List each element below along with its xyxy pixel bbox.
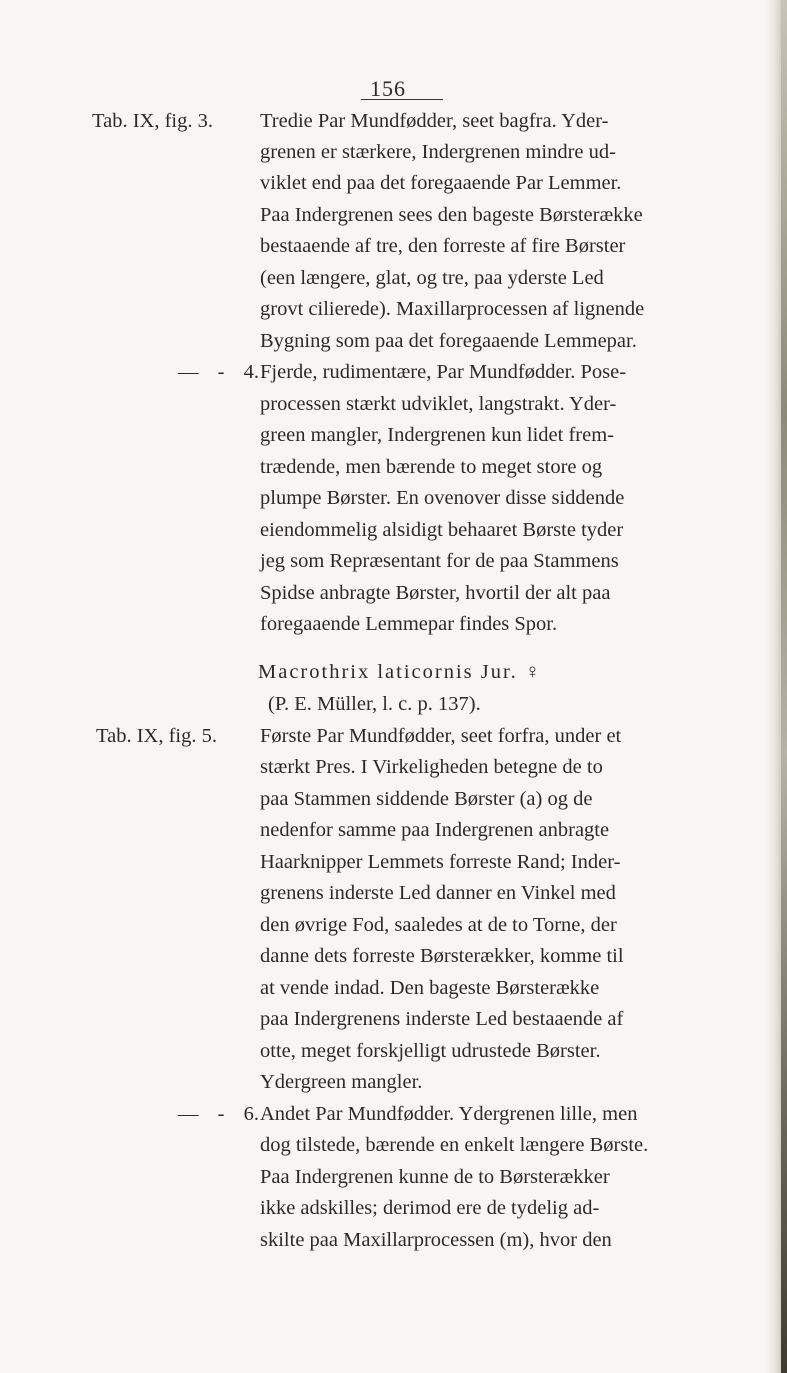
text-line: foregaaende Lemmepar findes Spor. [260, 613, 558, 635]
text-line: paa Stammen siddende Børster (a) og de [260, 788, 593, 810]
figure-label-fig-3: Tab. IX, fig. 3. [92, 110, 213, 132]
text-line: plumpe Børster. En ovenover disse siddende [260, 487, 625, 509]
species-heading: Macrothrix laticornis Jur. ♀ [258, 661, 543, 683]
text-line: trædende, men bærende to meget store og [260, 456, 603, 478]
text-line: Tredie Par Mundfødder, seet bagfra. Yder- [260, 110, 609, 132]
text-line: ikke adskilles; derimod ere de tydelig ad- [260, 1197, 600, 1219]
text-line: jeg som Repræsentant for de paa Stammens [260, 550, 619, 572]
text-line: skilte paa Maxillarprocessen (m), hvor den [260, 1229, 612, 1251]
text-line: Bygning som paa det foregaaende Lemmepar. [260, 330, 637, 352]
text-line: eiendommelig alsidigt behaaret Børste tyder [260, 519, 624, 541]
text-line: paa Indergrenens inderste Led bestaaende af [260, 1008, 624, 1030]
page-edge-binding [781, 0, 787, 1373]
text-line: Spidse anbragte Børster, hvortil der alt paa [260, 582, 611, 604]
text-line: Paa Indergrenen kunne de to Børsterækker [260, 1166, 610, 1188]
text-line: den øvrige Fod, saaledes at de to Torne, der [260, 914, 617, 936]
text-line: otte, meget forskjelligt udrustede Børster. [260, 1040, 601, 1062]
page-number: 156 [370, 76, 406, 101]
text-line: at vende indad. Den bageste Børsterække [260, 977, 600, 999]
text-line: viklet end paa det foregaaende Par Lemmer. [260, 172, 622, 194]
text-line: bestaaende af tre, den forreste af fire Børster [260, 235, 626, 257]
text-line: Haarknipper Lemmets forreste Rand; Inder- [260, 851, 621, 873]
page-number-rule [361, 99, 443, 100]
text-line: (een længere, glat, og tre, paa yderste Led [260, 267, 604, 289]
text-line: Paa Indergrenen sees den bageste Børsterække [260, 204, 643, 226]
text-line: Andet Par Mundfødder. Ydergrenen lille, men [260, 1103, 638, 1125]
figure-label-fig-6: — - 6. [178, 1103, 259, 1125]
text-line: dog tilstede, bærende en enkelt længere Børste. [260, 1134, 649, 1156]
text-line: grovt cilierede). Maxillarprocessen af lignende [260, 298, 645, 320]
text-line: processen stærkt udviklet, langstrakt. Yder- [260, 393, 617, 415]
text-line: Første Par Mundfødder, seet forfra, under et [260, 725, 622, 747]
text-line: Fjerde, rudimentære, Par Mundfødder. Pose- [260, 361, 627, 383]
text-line: grenen er stærkere, Indergrenen mindre ud- [260, 141, 616, 163]
text-line: green mangler, Indergrenen kun lidet frem- [260, 424, 614, 446]
species-reference: (P. E. Müller, l. c. p. 137). [268, 693, 481, 715]
text-line: stærkt Pres. I Virkeligheden betegne de to [260, 756, 603, 778]
figure-label-fig-4: — - 4. [178, 361, 259, 383]
text-line: grenens inderste Led danner en Vinkel med [260, 882, 616, 904]
text-line: Ydergreen mangler. [260, 1071, 423, 1093]
text-line: danne dets forreste Børsterækker, komme til [260, 945, 624, 967]
figure-label-fig-5: Tab. IX, fig. 5. [96, 725, 217, 747]
text-line: nedenfor samme paa Indergrenen anbragte [260, 819, 610, 841]
